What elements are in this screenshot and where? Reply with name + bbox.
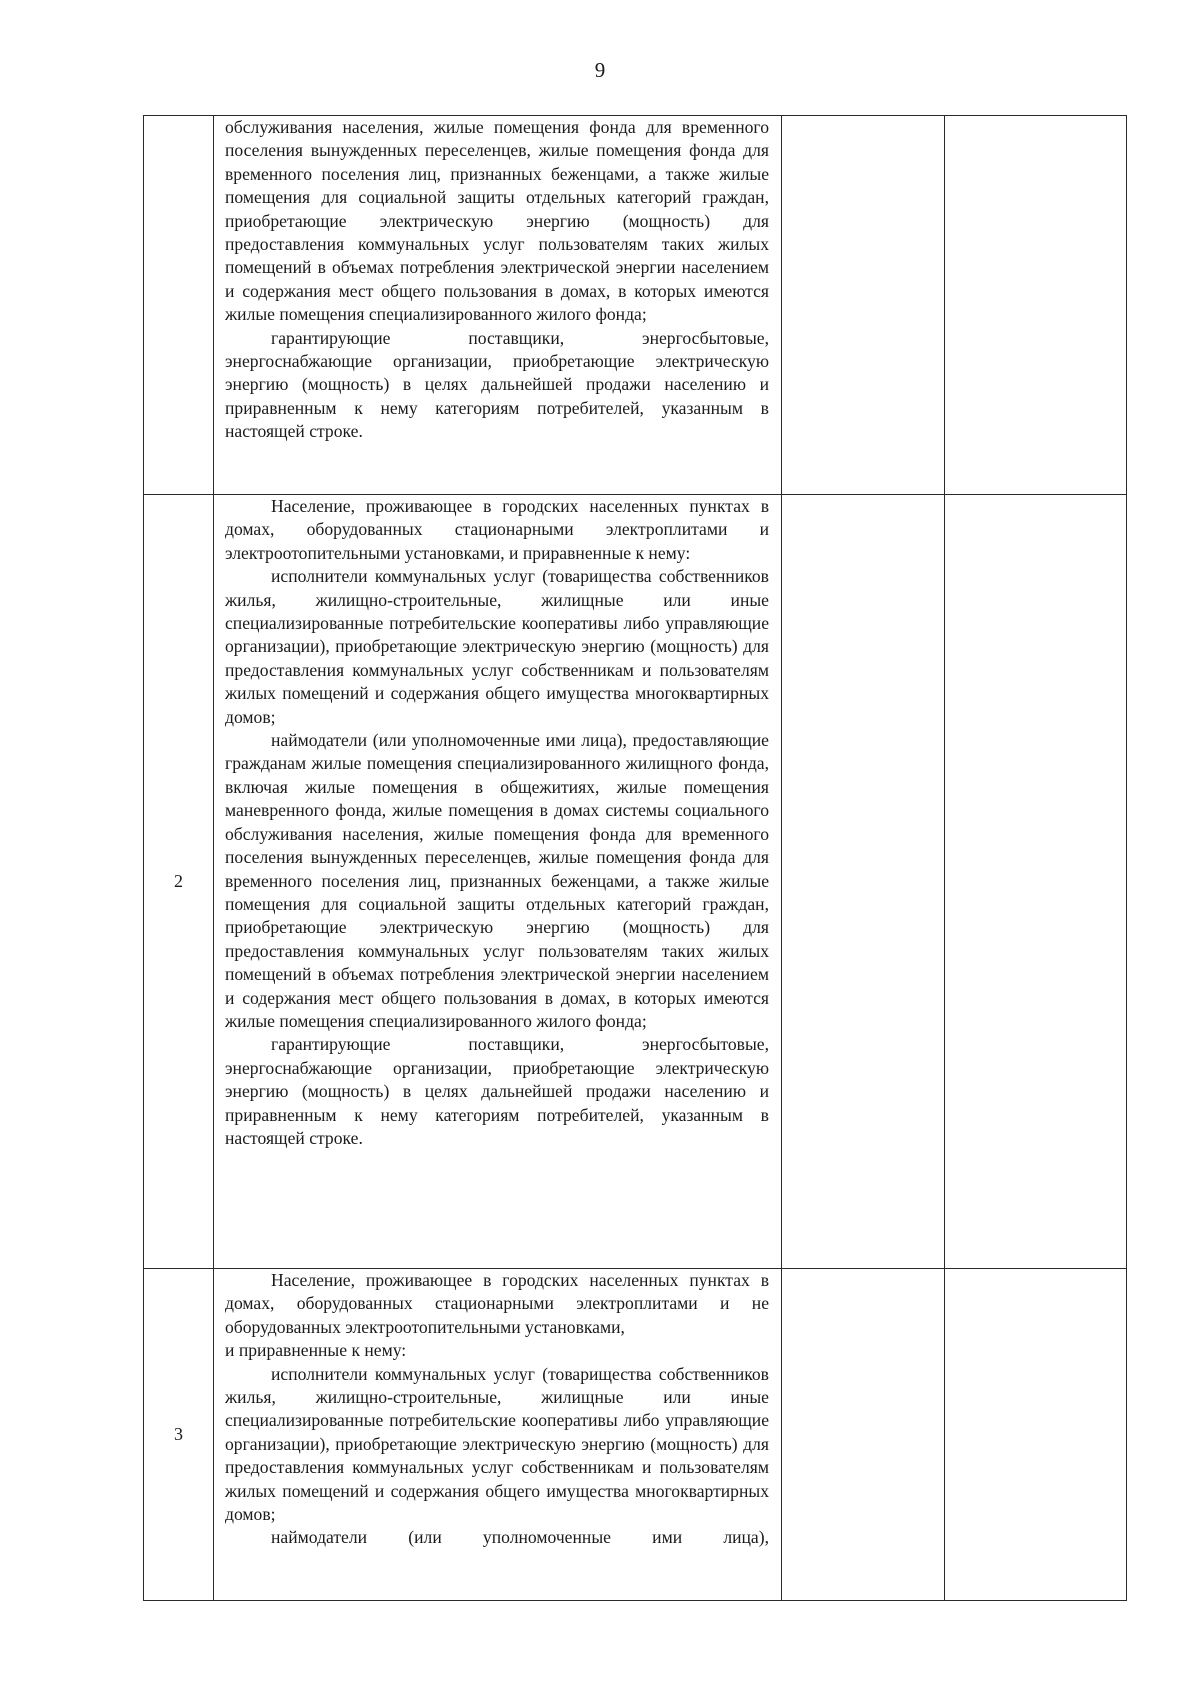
paragraph: наймодатели (или уполномоченные ими лица), предоставляющие гражданам жилые помещения специализированного жилищного фонда, включая жилые помещения в общежитиях, жилые помещения маневренного фонда, жилые помещения в домах системы социального обслуживания населения, жилые помещения фонда для временного поселения вынужденных переселенцев, жилые помещения фонда для временного поселения лиц, признанных беженцами, а также жилые помещения для социальной защиты отдельных категорий граждан, приобретающие электрическую энергию (мощность) для предоставления коммунальных услуг пользователям таких жилых помещений в объемах потребления электрической энергии населением и содержания мест общего пользования в домах, в которых имеются жилые помещения специализированного жилого фонда; bbox=[225, 730, 769, 1031]
paragraph: наймодатели (или уполномоченные ими лица), bbox=[271, 1527, 769, 1548]
row-description-cell bbox=[214, 116, 782, 495]
page-number: 9 bbox=[594, 58, 606, 82]
row-number-cell: 2 bbox=[144, 495, 214, 1269]
row-description-cell bbox=[214, 495, 782, 1269]
row-number-cell bbox=[144, 116, 214, 495]
row-description-cell bbox=[214, 1269, 782, 1601]
paragraph: обслуживания населения, жилые помещения фонда для временного поселения вынужденных переселенцев, жилые помещения фонда для временного поселения лиц, признанных беженцами, а также жилые помещения для социальной защиты отдельных категорий граждан, приобретающие электрическую энергию (мощность) для предоставления коммунальных услуг пользователям таких жилых помещений в объемах потребления электрической энергии населением и содержания мест общего пользования в домах, в которых имеются жилые помещения специализированного жилого фонда; bbox=[225, 117, 769, 325]
paragraph: гарантирующие поставщики, энергосбытовые, энергоснабжающие организации, приобретающие электрическую энергию (мощность) в целях дальнейшей продажи населению и приравненным к нему категориям потребителей, указанным в настоящей строке. bbox=[225, 327, 769, 442]
paragraph: и приравненные к нему: bbox=[225, 1340, 407, 1361]
empty-cell bbox=[945, 1269, 1127, 1601]
paragraph: гарантирующие поставщики, энергосбытовые, энергоснабжающие организации, приобретающие электрическую энергию (мощность) в целях дальнейшей продажи населению и приравненным к нему категориям потребителей, указанным в настоящей строке. bbox=[225, 1034, 769, 1148]
tariff-table bbox=[143, 115, 1127, 1601]
paragraph: Население, проживающее в городских населенных пунктах в домах, оборудованных стационарными электроплитами и электроотопительными установками, и приравненные к нему: bbox=[225, 496, 769, 563]
empty-cell bbox=[945, 116, 1127, 495]
table-row bbox=[144, 495, 1127, 1269]
empty-cell bbox=[782, 1269, 945, 1601]
empty-cell bbox=[782, 495, 945, 1269]
paragraph: исполнители коммунальных услуг (товарищества собственников жилья, жилищно-строительные, жилищные или иные специализированные потребительские кооперативы либо управляющие организации), приобретающие электрическую энергию (мощность) для предоставления коммунальных услуг собственникам и пользователям жилых помещений и содержания общего имущества многоквартирных домов; bbox=[225, 566, 769, 727]
empty-cell bbox=[782, 116, 945, 495]
table-row bbox=[144, 116, 1127, 495]
paragraph: исполнители коммунальных услуг (товарищества собственников жилья, жилищно-строительные, жилищные или иные специализированные потребительские кооперативы либо управляющие организации), приобретающие электрическую энергию (мощность) для предоставления коммунальных услуг собственникам и пользователям жилых помещений и содержания общего имущества многоквартирных домов; bbox=[225, 1363, 769, 1525]
empty-cell bbox=[945, 495, 1127, 1269]
row-number-cell: 3 bbox=[144, 1269, 214, 1601]
paragraph: Население, проживающее в городских населенных пунктах в домах, оборудованных стационарными электроплитами и не оборудованных электроотопительными установками, bbox=[225, 1270, 769, 1337]
table-row bbox=[144, 1269, 1127, 1601]
